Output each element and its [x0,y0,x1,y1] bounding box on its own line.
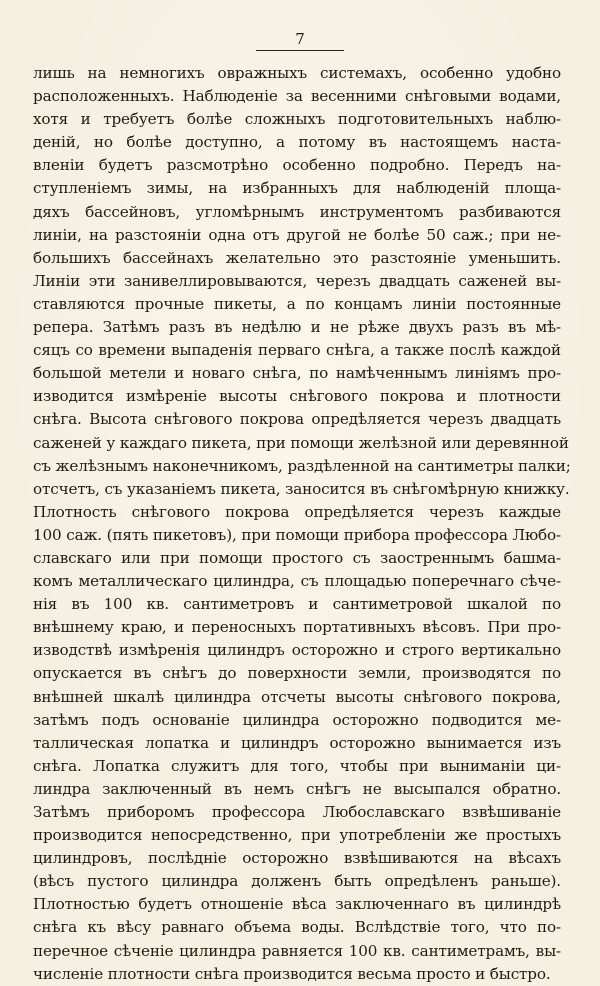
text-line: съ желѣзнымъ наконечникомъ, раздѣленной на сантиметры палки; [33,456,571,475]
page-number: 7 [295,30,305,48]
text-line: изводится измѣреніе высоты снѣгового покрова и плотности [33,387,561,406]
text-line: цилиндровъ, послѣдніе осторожно взвѣшиваются на вѣсахъ [33,849,561,868]
text-line: опускается въ снѣгъ до поверхности земли, производятся по [33,664,561,683]
text-line: Затѣмъ приборомъ профессора Любославскаго взвѣшиваніе [33,803,561,821]
text-line: перечное сѣченіе цилиндра равняется 100 кв. сантиметрамъ, вы- [33,941,561,960]
text-line: расположенныхъ. Наблюденіе за весенними снѣговыми водами, [33,87,561,106]
text-line: производится непосредственно, при употребленіи же простыхъ [33,826,561,845]
text-line: репера. Затѣмъ разъ въ недѣлю и не рѣже двухъ разъ въ мѣ- [33,318,561,337]
text-line: дяхъ бассейновъ, угломѣрнымъ инструментомъ разбиваются [33,202,561,221]
text-line: славскаго или при помощи простого съ заостреннымъ башма- [33,548,561,567]
text-line: снѣга къ вѣсу равнаго объема воды. Вслѣдствіе того, что по- [33,918,561,937]
header-rule [256,50,344,51]
text-line: Линіи эти занивеллировываются, черезъ двадцать саженей вы- [33,271,561,290]
text-line: внѣшнему краю, и переносныхъ портативныхъ вѣсовъ. При про- [33,618,561,637]
text-line: вленіи будетъ разсмотрѣно особенно подробно. Передъ на- [33,156,561,175]
text-line: изводствѣ измѣренія цилиндръ осторожно и строго вертикально [33,641,561,660]
text-line: снѣга. Высота снѣгового покрова опредѣляется черезъ двадцать [33,410,561,429]
text-line: таллическая лопатка и цилиндръ осторожно вынимается изъ [33,733,561,752]
text-line: сяцъ со времени выпаденія перваго снѣга, а также послѣ каждой [33,341,561,360]
text-line: нія въ 100 кв. сантиметровъ и сантиметровой шкалой по [33,595,561,614]
text-line: ступленіемъ зимы, на избранныхъ для наблюденій площа- [33,179,561,198]
text-line: внѣшней шкалѣ цилиндра отсчеты высоты снѣгового покрова, [33,687,561,706]
body-text [33,62,571,986]
text-line: численіе плотности снѣга производится весьма просто и быстро. [33,964,551,983]
text-line: снѣга. Лопатка служитъ для того, чтобы при выниманіи ци- [33,756,561,775]
text-line: деній, но болѣе доступно, а потому въ настоящемъ наста- [33,133,561,152]
text-line: саженей у каждаго пикета, при помощи желѣзной или деревянной [33,433,569,452]
text-line: Плотностью будетъ отношеніе вѣса заключеннаго въ цилиндрѣ [33,895,561,914]
text-line: большой метели и новаго снѣга, по намѣченнымъ линіямъ про- [33,364,561,383]
text-line: линіи, на разстояніи одна отъ другой не болѣе 50 саж.; при не- [33,225,561,244]
text-line: Плотность снѣгового покрова опредѣляется черезъ каждые [33,502,561,521]
text-line: лишь на немногихъ овражныхъ системахъ, особенно удобно [33,64,561,82]
text-line: отсчетъ, съ указаніемъ пикета, заносится въ снѣгомѣрную книжку. [33,479,570,498]
text-line: (вѣсъ пустого цилиндра долженъ быть опредѣленъ раньше). [33,872,561,891]
text-line: 100 саж. (пять пикетовъ), при помощи прибора профессора Любо- [33,525,561,544]
text-line: затѣмъ подъ основаніе цилиндра осторожно подводится ме- [33,710,561,729]
text-line: линдра заключенный въ немъ снѣгъ не высыпался обратно. [33,779,561,798]
text-line: комъ металлическаго цилиндра, съ площадью поперечнаго сѣче- [33,572,561,591]
text-line: большихъ бассейнахъ желательно это разстояніе уменьшить. [33,248,561,267]
text-line: хотя и требуетъ болѣе сложныхъ подготовительныхъ наблю- [33,110,561,129]
text-line: ставляются прочные пикеты, а по концамъ линіи постоянные [33,294,561,313]
